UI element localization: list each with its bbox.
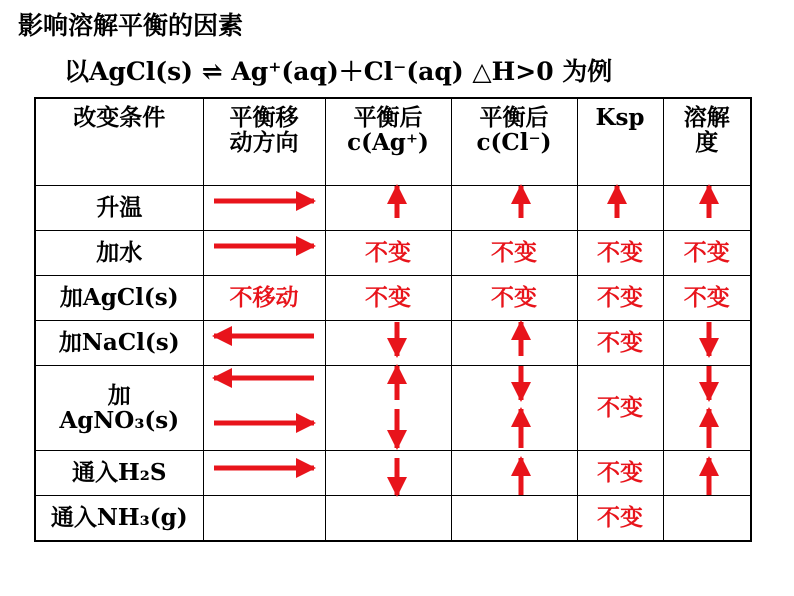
- solubility-cell: [663, 186, 751, 231]
- ag-cell: [325, 496, 451, 542]
- shift-cell: [203, 451, 325, 496]
- solubility-cell: [663, 321, 751, 366]
- condition-cell: 通入H₂S: [35, 451, 203, 496]
- cl-cell: [451, 496, 577, 542]
- shift-cell: 不移动: [203, 276, 325, 321]
- ksp-cell: 不变: [577, 451, 663, 496]
- ksp-cell: [577, 186, 663, 231]
- reaction-subtitle: 以AgCl(s) ⇌ Ag⁺(aq)＋Cl⁻(aq) △H>0 为例: [64, 57, 613, 86]
- ag-cell: [325, 451, 451, 496]
- solubility-cell: [663, 496, 751, 542]
- ksp-cell: 不变: [577, 496, 663, 542]
- ag-cell: 不变: [325, 276, 451, 321]
- table-row: [35, 276, 751, 321]
- cl-cell: [451, 186, 577, 231]
- condition-cell: 加水: [35, 231, 203, 276]
- cl-cell: [451, 451, 577, 496]
- shift-cell: [203, 366, 325, 451]
- ksp-cell: 不变: [577, 231, 663, 276]
- solubility-cell: [663, 451, 751, 496]
- ag-cell: 不变: [325, 231, 451, 276]
- table-row: [35, 321, 751, 366]
- condition-cell: 加AgCl(s): [35, 276, 203, 321]
- shift-cell: [203, 496, 325, 542]
- header-shift: 平衡移 动方向: [203, 98, 325, 186]
- cl-cell: 不变: [451, 276, 577, 321]
- table-row: [35, 451, 751, 496]
- table-header-row: [35, 98, 751, 186]
- condition-cell: 加NaCl(s): [35, 321, 203, 366]
- shift-cell: [203, 321, 325, 366]
- solubility-cell: 不变: [663, 276, 751, 321]
- header-ksp: Ksp: [577, 98, 663, 186]
- ksp-cell: 不变: [577, 276, 663, 321]
- factors-table: [34, 97, 752, 542]
- header-condition: 改变条件: [35, 98, 203, 186]
- table-row: [35, 496, 751, 542]
- cl-cell: 不变: [451, 231, 577, 276]
- condition-cell: 通入NH₃(g): [35, 496, 203, 542]
- table-row: [35, 186, 751, 231]
- ag-cell: [325, 186, 451, 231]
- header-solubility: 溶解 度: [663, 98, 751, 186]
- ag-cell: [325, 321, 451, 366]
- ag-cell: [325, 366, 451, 451]
- ksp-cell: 不变: [577, 321, 663, 366]
- table-row: [35, 366, 751, 451]
- header-ag: 平衡后 c(Ag⁺): [325, 98, 451, 186]
- ksp-cell: 不变: [577, 366, 663, 451]
- condition-cell: 加 AgNO₃(s): [35, 366, 203, 451]
- page-title: 影响溶解平衡的因素: [18, 11, 244, 40]
- table-row: [35, 231, 751, 276]
- header-cl: 平衡后 c(Cl⁻): [451, 98, 577, 186]
- shift-cell: [203, 186, 325, 231]
- cl-cell: [451, 321, 577, 366]
- condition-cell: 升温: [35, 186, 203, 231]
- cl-cell: [451, 366, 577, 451]
- solubility-cell: 不变: [663, 231, 751, 276]
- shift-cell: [203, 231, 325, 276]
- solubility-cell: [663, 366, 751, 451]
